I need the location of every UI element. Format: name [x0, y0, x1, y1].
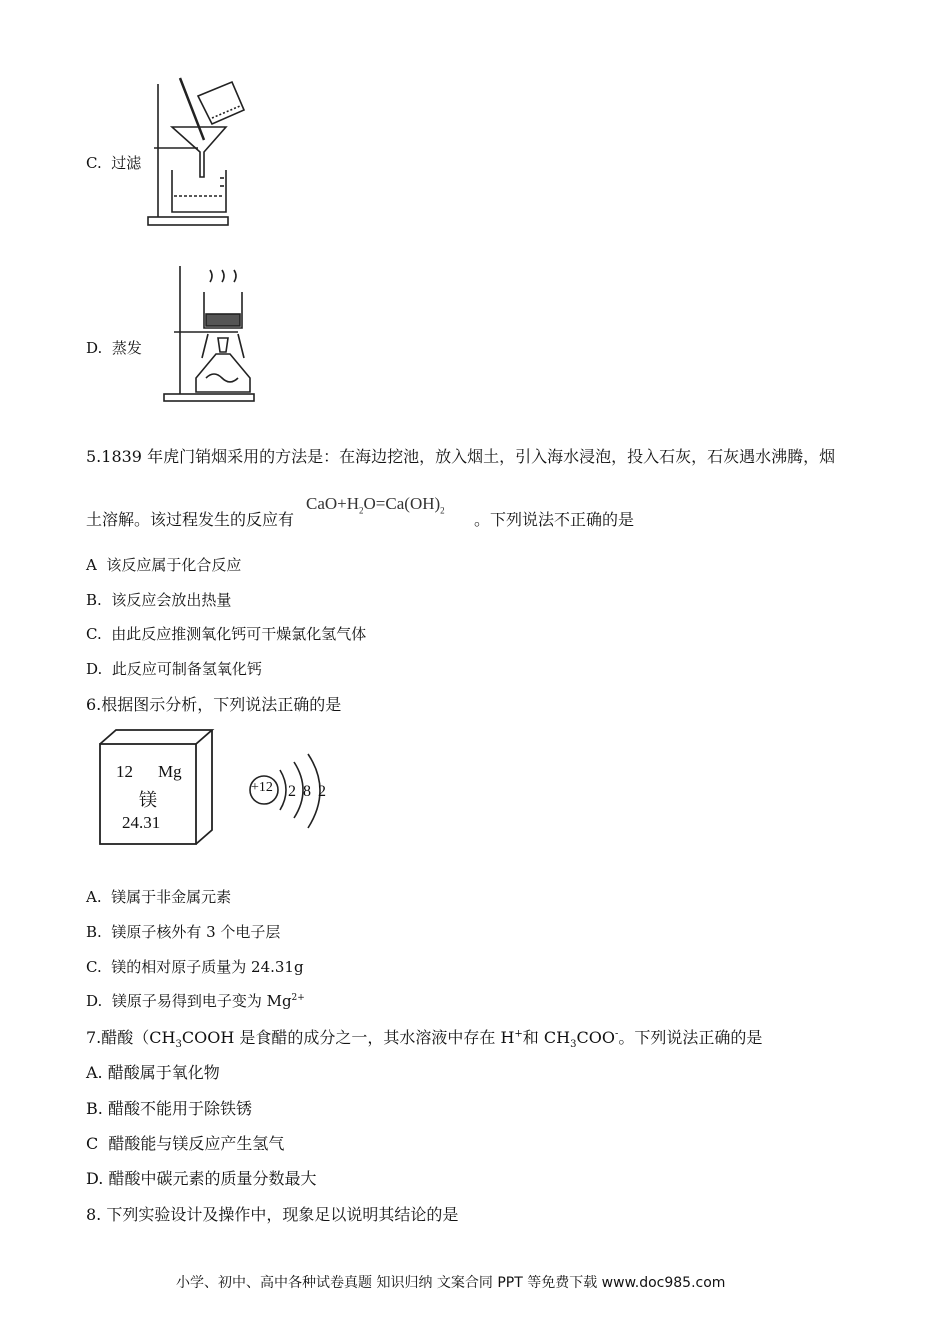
q5-option-c [86, 623, 366, 644]
q7-option-d [86, 1166, 316, 1189]
option-label: D. [86, 992, 103, 1010]
option-label: D. [86, 339, 103, 357]
atom-shell-3: 2 [318, 783, 326, 800]
option-text: 镁原子核外有 3 个电子层 [111, 923, 281, 941]
q7-option-c [86, 1131, 284, 1154]
option-label: A. [86, 888, 102, 906]
option-text: 过滤 [111, 154, 142, 172]
option-c-filtration [86, 152, 141, 173]
option-label: A [86, 556, 97, 574]
element-card-name: 镁 [139, 790, 157, 811]
q5-option-b [86, 589, 231, 610]
option-label: B. [86, 923, 102, 941]
q5-stem-line2 [86, 507, 294, 530]
option-text: 该反应会放出热量 [111, 591, 232, 609]
option-text: 该反应属于化合反应 [106, 556, 242, 574]
element-card-number: 12 [116, 762, 133, 781]
option-d-evaporation [86, 337, 142, 358]
atom-shell-1: 2 [288, 783, 296, 800]
q6-option-b [86, 921, 280, 942]
atom-shell-2: 8 [303, 783, 311, 800]
option-text: 镁属于非金属元素 [111, 888, 232, 906]
q5-chemical-equation: $CaO+H_2O=Ca(OH)_2$ [306, 494, 445, 516]
atom-nucleus-charge: +12 [251, 780, 273, 795]
page-footer: 小学、初中、高中各种试卷真题 知识归纳 文案合同 PPT 等免费下载 www.doc985.com [176, 1275, 726, 1291]
option-label: C [86, 1134, 99, 1153]
element-card-mass: 24.31 [122, 813, 161, 832]
option-text: 镁原子易得到电子变为 Mg [111, 992, 292, 1010]
q5-stem-tail: 。下列说法不正确的是 [474, 510, 635, 529]
option-text: 醋酸属于氧化物 [107, 1063, 220, 1082]
element-card-symbol: Mg [158, 762, 182, 781]
option-text: 醋酸中碳元素的质量分数最大 [108, 1169, 317, 1188]
q7-option-a [86, 1060, 220, 1083]
q6-option-d [86, 990, 305, 1011]
option-label: A. [86, 1063, 103, 1082]
option-label: C. [86, 154, 102, 172]
option-text: 此反应可制备氢氧化钙 [111, 660, 262, 678]
option-label: C. [86, 958, 102, 976]
filtration-apparatus-figure [140, 72, 260, 232]
q7-stem: 7.醋酸（$CH_3COOH$ 是食醋的成分之一，其水溶液中存在 H+和 $CH_3COO^-$。下列说法正确的是 [86, 1028, 763, 1051]
q5-option-a [86, 554, 241, 575]
option-text: 镁的相对原子质量为 24.31g [111, 958, 304, 976]
option-label: D. [86, 1169, 104, 1188]
q5-stem-line1: 5.1839 年虎门销烟采用的方法是：在海边挖池，放入烟土，引入海水浸泡，投入石灰，石灰遇水沸腾，烟 [86, 447, 836, 466]
option-text: 醋酸能与镁反应产生氢气 [108, 1134, 285, 1153]
q6-option-c [86, 956, 304, 977]
q8-stem: 8. 下列实验设计及操作中，现象足以说明其结论的是 [86, 1205, 459, 1224]
evaporation-apparatus-figure [158, 262, 268, 404]
option-label: D. [86, 660, 103, 678]
option-label: C. [86, 625, 102, 643]
q6-option-a [86, 886, 231, 907]
option-text: 由此反应推测氧化钙可干燥氯化氢气体 [111, 625, 367, 643]
option-text: 蒸发 [111, 339, 142, 357]
q7-option-b [86, 1096, 252, 1119]
option-label: B. [86, 591, 102, 609]
option-text: 醋酸不能用于除铁锈 [107, 1099, 252, 1118]
q5-option-d [86, 658, 262, 679]
q5-stem-text: 土溶解。该过程发生的反应有 [86, 510, 295, 529]
option-label: B. [86, 1099, 103, 1118]
q6-stem: 6.根据图示分析，下列说法正确的是 [86, 695, 342, 714]
superscript: 2+ [291, 993, 305, 1003]
